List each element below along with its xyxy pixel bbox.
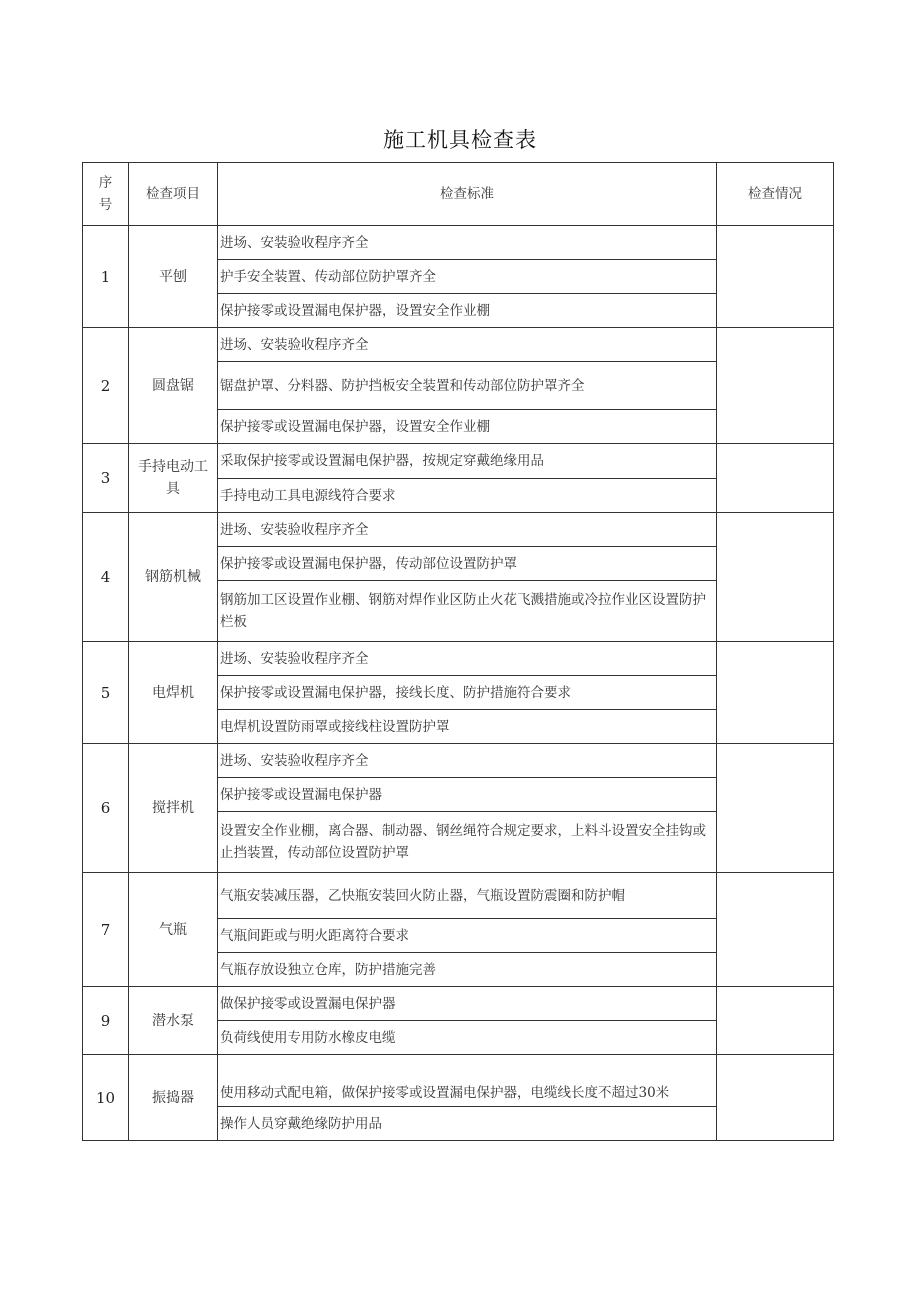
table-row: [83, 873, 834, 919]
check-standard: 气瓶存放设独立仓库，防护措施完善: [218, 953, 717, 987]
check-standard: 钢筋加工区设置作业棚、钢筋对焊作业区防止火花飞溅措施或冷拉作业区设置防护栏板: [218, 581, 717, 642]
check-standard: 保护接零或设置漏电保护器，接线长度、防护措施符合要求: [218, 676, 717, 710]
row-number: 1: [83, 226, 129, 328]
table-row: [83, 513, 834, 547]
check-standard: 手持电动工具电源线符合要求: [218, 479, 717, 513]
table-row: [83, 642, 834, 676]
check-standard: 保护接零或设置漏电保护器，设置安全作业棚: [218, 410, 717, 444]
check-standard: 进场、安装验收程序齐全: [218, 744, 717, 778]
check-standard: 负荷线使用专用防水橡皮电缆: [218, 1021, 717, 1055]
header-item: 检查项目: [129, 163, 218, 226]
check-standard: 气瓶间距或与明火距离符合要求: [218, 919, 717, 953]
row-number: 9: [83, 987, 129, 1055]
header-result: 检查情况: [717, 163, 834, 226]
check-standard: 保护接零或设置漏电保护器: [218, 778, 717, 812]
row-number: 7: [83, 873, 129, 987]
check-standard: 护手安全装置、传动部位防护罩齐全: [218, 260, 717, 294]
check-result-cell[interactable]: [717, 744, 834, 873]
table-row: [83, 226, 834, 260]
row-number: 3: [83, 444, 129, 513]
check-item: 电焊机: [129, 642, 218, 744]
check-result-cell[interactable]: [717, 873, 834, 987]
header-standard: 检查标准: [218, 163, 717, 226]
check-item: 圆盘锯: [129, 328, 218, 444]
check-standard: 锯盘护罩、分料器、防护挡板安全装置和传动部位防护罩齐全: [218, 362, 717, 410]
check-result-cell[interactable]: [717, 642, 834, 744]
table-header-row: [83, 163, 834, 226]
check-result-cell[interactable]: [717, 328, 834, 444]
row-number: 4: [83, 513, 129, 642]
check-item: 手持电动工具: [129, 444, 218, 513]
row-number: 10: [83, 1055, 129, 1141]
check-item: 潜水泵: [129, 987, 218, 1055]
check-result-cell[interactable]: [717, 513, 834, 642]
row-number: 5: [83, 642, 129, 744]
check-item: 搅拌机: [129, 744, 218, 873]
check-standard: 进场、安装验收程序齐全: [218, 513, 717, 547]
table-row: [83, 328, 834, 362]
check-standard: 采取保护接零或设置漏电保护器，按规定穿戴绝缘用品: [218, 444, 717, 479]
header-no: 序号: [83, 163, 129, 226]
row-number: 2: [83, 328, 129, 444]
check-standard: 保护接零或设置漏电保护器，设置安全作业棚: [218, 294, 717, 328]
check-result-cell[interactable]: [717, 444, 834, 513]
page-title: 施工机具检查表: [383, 128, 537, 152]
row-number: 6: [83, 744, 129, 873]
check-item: 气瓶: [129, 873, 218, 987]
inspection-table: [82, 162, 834, 1141]
check-result-cell[interactable]: [717, 987, 834, 1055]
check-standard: 电焊机设置防雨罩或接线柱设置防护罩: [218, 710, 717, 744]
check-standard: 气瓶安装减压器，乙快瓶安装回火防止器，气瓶设置防震圈和防护帽: [218, 873, 717, 919]
check-standard: 使用移动式配电箱，做保护接零或设置漏电保护器，电缆线长度不超过30米: [218, 1055, 717, 1107]
check-item: 钢筋机械: [129, 513, 218, 642]
check-standard: 进场、安装验收程序齐全: [218, 226, 717, 260]
check-standard: 做保护接零或设置漏电保护器: [218, 987, 717, 1021]
table-row: [83, 1055, 834, 1107]
check-result-cell[interactable]: [717, 226, 834, 328]
check-standard: 操作人员穿戴绝缘防护用品: [218, 1107, 717, 1141]
check-standard: 保护接零或设置漏电保护器，传动部位设置防护罩: [218, 547, 717, 581]
check-item: 振捣器: [129, 1055, 218, 1141]
check-standard: 进场、安装验收程序齐全: [218, 642, 717, 676]
table-row: [83, 987, 834, 1021]
check-result-cell[interactable]: [717, 1055, 834, 1141]
table-row: [83, 444, 834, 479]
table-row: [83, 744, 834, 778]
check-standard: 进场、安装验收程序齐全: [218, 328, 717, 362]
check-item: 平刨: [129, 226, 218, 328]
check-standard: 设置安全作业棚，离合器、制动器、钢丝绳符合规定要求，上料斗设置安全挂钩或止挡装置，传动部位设置防护罩: [218, 812, 717, 873]
